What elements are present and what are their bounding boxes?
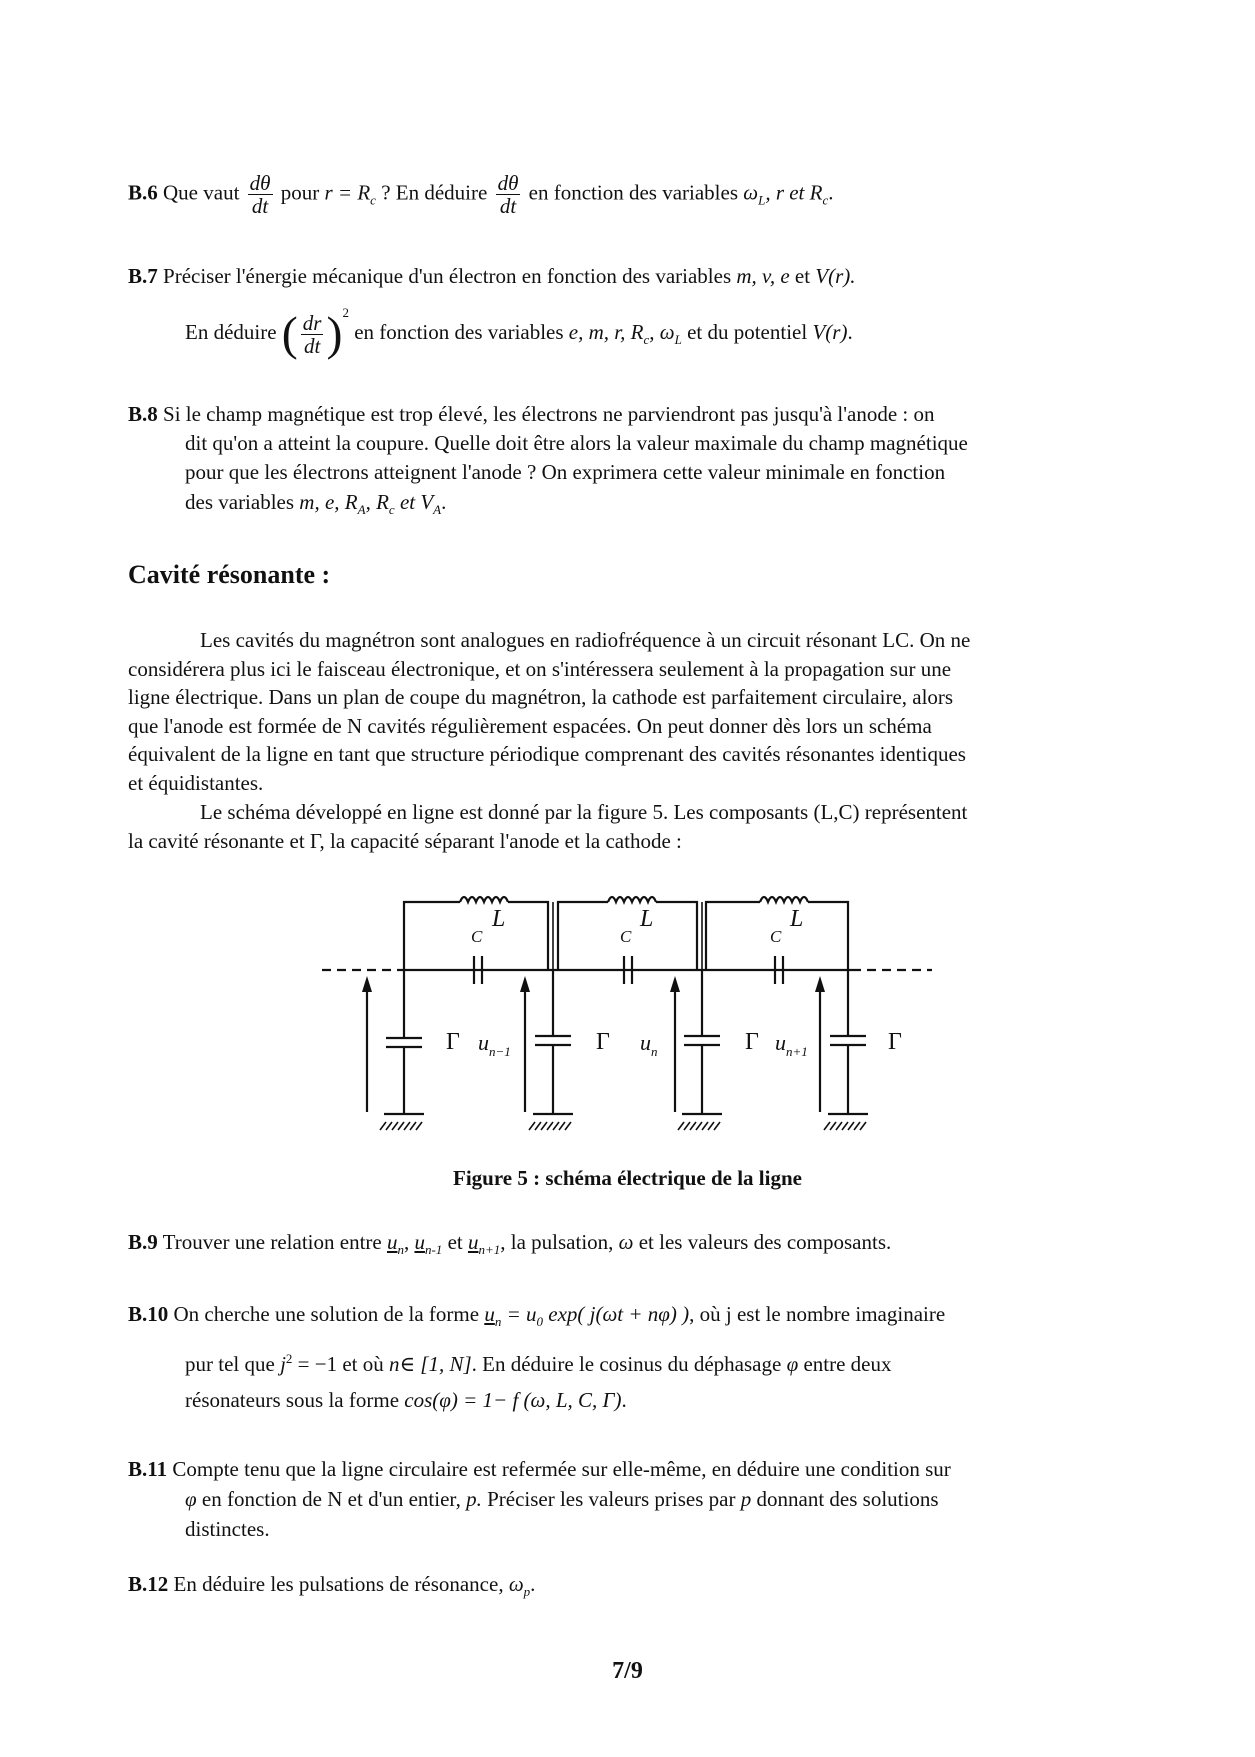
inductor-coil-3 [760, 897, 808, 902]
fraction-dr-dt [301, 312, 324, 357]
text: Compte tenu que la ligne circulaire est refermée sur elle-même, en déduire une condition sur [172, 1457, 951, 1481]
label-gamma-1: Γ [446, 1029, 460, 1055]
phi: φ [185, 1487, 197, 1511]
label-C-3: C [770, 927, 782, 946]
vars: et V [399, 490, 434, 514]
question-number: B.8 [128, 402, 158, 426]
paragraph-line: que l'anode est formée de N cavités régulièrement espacées. On peut donner dès lors un schéma [128, 713, 932, 738]
label-gamma-2: Γ [596, 1029, 610, 1055]
vars: , R [365, 490, 389, 514]
text: et les valeurs des composants. [638, 1230, 892, 1254]
inductor-coil-1 [460, 897, 508, 902]
text: résonateurs sous la forme [185, 1388, 400, 1412]
paragraph-line: équivalent de la ligne en tant que structure périodique comprenant des cavités résonantes identiques [128, 742, 966, 766]
text: en fonction de N et d'un entier, [201, 1487, 461, 1511]
subscript: n [397, 1242, 404, 1258]
question-number: B.9 [128, 1230, 158, 1254]
question-b8-line2: dit qu'on a atteint la coupure. Quelle doit être alors la valeur maximale du champ magnétique [185, 431, 968, 455]
subscript: n+1 [478, 1242, 501, 1258]
question-b7-line2 [185, 298, 1133, 361]
text: . [828, 180, 834, 205]
text: . [441, 490, 447, 514]
formula: = −1 [297, 1352, 338, 1376]
question-b10-line3 [185, 1386, 1133, 1415]
question-b11-line3: distinctes. [185, 1517, 270, 1541]
paragraph-schema [128, 798, 1133, 855]
text: en fonction des variables [354, 320, 564, 344]
p: p [740, 1487, 752, 1511]
label-u-next: $u_{n+1}$ [775, 1030, 808, 1059]
text: Préciser l'énergie mécanique d'un électron en fonction des variables [163, 264, 732, 288]
question-b9: B.9 Trouver une relation entre $u_n$, $u_{n-1}$ et $u_{n+1}$, la pulsation, ω et les valeurs des composants. [128, 1230, 892, 1258]
gamma-cap-3 [682, 970, 722, 1114]
paren-left: ( [281, 307, 298, 361]
numerator: dr [302, 310, 322, 335]
fraction-dtheta-dt [248, 172, 273, 217]
subscript: n [494, 1314, 502, 1330]
subscript: L [758, 192, 766, 208]
subscript: 0 [536, 1314, 543, 1330]
label-L-3: L [790, 906, 804, 932]
question-b8 [128, 400, 1133, 429]
numerator: dθ [497, 171, 519, 195]
subscript: A [357, 502, 366, 518]
inductor-coil-2 [608, 897, 656, 902]
text: et du potentiel [687, 320, 808, 344]
vars: V(r). [815, 264, 856, 288]
question-b8-line4 [185, 488, 1133, 524]
subscript: c [822, 192, 829, 208]
paren-right: ) [326, 307, 343, 361]
gamma-cap-2 [533, 970, 573, 1114]
text: En déduire les pulsations de résonance, [173, 1572, 504, 1596]
question-number: B.11 [128, 1457, 168, 1481]
question-b8-line3: pour que les électrons atteignent l'anode ? On exprimera cette valeur minimale en fonction [185, 460, 946, 484]
formula: n∈ [1, N] [389, 1352, 472, 1376]
subscript: L [674, 332, 682, 348]
question-b7 [128, 262, 1133, 291]
inductor-branch-3 [706, 902, 760, 970]
section-title: Cavité résonante : [128, 560, 331, 589]
exponent: 2 [342, 305, 349, 320]
paragraph-line: Le schéma développé en ligne est donné par la figure 5. Les composants (L,C) représentent [200, 800, 968, 824]
denominator: dt [499, 194, 517, 218]
vars: e, m, r, R [568, 320, 644, 344]
text: On cherche une solution de la forme [173, 1302, 480, 1326]
paragraph-cavities [128, 626, 1133, 797]
question-b11-line2 [185, 1485, 1133, 1514]
text: donnant des solutions [756, 1487, 939, 1511]
formula: j [280, 1352, 286, 1376]
paragraph-line: considérera plus ici le faisceau électronique, et on s'intéressera seulement à la propagation sur une [128, 656, 952, 681]
text: des variables [185, 490, 295, 514]
inductor-branch-2 [558, 902, 608, 970]
u-n-minus-1: u [414, 1230, 425, 1254]
text: . [621, 1388, 627, 1412]
circuit-diagram [0, 870, 1255, 1170]
label-L-2: L [640, 906, 654, 932]
inductor-branch-1b [508, 902, 548, 970]
formula: cos(φ) = 1− f (ω, L, C, Γ) [404, 1388, 622, 1412]
question-b10-line2 [185, 1344, 1133, 1379]
label-C-1: C [471, 927, 483, 946]
formula: = u [506, 1302, 537, 1326]
text: , la pulsation, [500, 1230, 614, 1254]
label-gamma-4: Γ [888, 1029, 902, 1055]
gamma-cap-4 [828, 970, 868, 1114]
question-b6 [128, 172, 1133, 217]
vars: m, v, e [736, 264, 790, 288]
fraction-dtheta-dt-2 [496, 172, 521, 217]
text: Trouver une relation entre [162, 1230, 382, 1254]
text: . [530, 1572, 536, 1596]
p: p. [466, 1487, 482, 1511]
ground-hatches [380, 1122, 866, 1130]
formula: r = R [324, 180, 371, 205]
figure-caption: Figure 5 : schéma électrique de la ligne [453, 1166, 802, 1190]
numerator: dθ [249, 171, 271, 195]
inductor-branch-1 [404, 902, 460, 970]
subscript: c [388, 502, 395, 518]
text: et [794, 264, 811, 288]
paragraph-line: ligne électrique. Dans un plan de coupe du magnétron, la cathode est parfaitement circulaire, alors [128, 685, 954, 709]
u-n: u [386, 1230, 398, 1254]
text: en fonction des variables [528, 180, 738, 205]
text: , où j est le nombre imaginaire [689, 1302, 946, 1326]
text: pour [280, 180, 320, 205]
subscript: p [523, 1584, 531, 1600]
denominator: dt [303, 333, 321, 358]
label-u-curr: $u_n$ [640, 1030, 658, 1059]
text: ? En déduire [381, 180, 488, 205]
text: et [447, 1230, 463, 1254]
text: entre deux [803, 1352, 892, 1376]
formula: exp( j(ωt + nφ) ) [548, 1302, 690, 1326]
text: et où [342, 1352, 384, 1376]
inductor-branch-3b [808, 902, 848, 970]
subscript: A [433, 502, 442, 518]
omega: ω [743, 180, 759, 205]
exponent: 2 [285, 1351, 293, 1366]
vars: , ω [649, 320, 675, 344]
vars: m, e, R [299, 490, 358, 514]
formula: u [484, 1302, 495, 1326]
text: pur tel que [185, 1352, 275, 1376]
question-b12 [128, 1570, 1133, 1606]
page-number: 7/9 [612, 1658, 643, 1684]
denominator: dt [251, 194, 269, 218]
u-n-plus-1: u [467, 1230, 479, 1254]
text: Que vaut [163, 180, 240, 205]
label-L-1: L [492, 906, 506, 932]
inductor-branch-2b [656, 902, 697, 970]
paragraph-line: et équidistantes. [128, 770, 264, 795]
subscript: n-1 [424, 1242, 443, 1258]
text: Si le champ magnétique est trop élevé, les électrons ne parviendront pas jusqu'à l'anode : on [163, 402, 935, 426]
question-b11 [128, 1455, 1133, 1484]
question-b10 [128, 1300, 1133, 1336]
omega: ω [508, 1572, 524, 1596]
question-number: B.12 [128, 1572, 169, 1596]
gamma-cap-1 [384, 970, 424, 1114]
label-gamma-3: Γ [745, 1029, 759, 1055]
label-u-prev: $u_{n-1}$ [478, 1030, 511, 1059]
text: En déduire [185, 320, 277, 344]
paragraph-line: Les cavités du magnétron sont analogues en radiofréquence à un circuit résonant LC. On ne [200, 628, 971, 652]
subscript: c [643, 332, 650, 348]
paragraph-line: la cavité résonante et Γ, la capacité séparant l'anode et la cathode : [128, 828, 682, 853]
subscript: c [370, 192, 376, 208]
text: , r et R [765, 180, 823, 205]
vars: V(r) [812, 320, 848, 344]
text: . [847, 320, 853, 344]
text: . En déduire le cosinus du déphasage [471, 1352, 782, 1376]
omega: ω [618, 1230, 634, 1254]
question-number: B.10 [128, 1302, 169, 1326]
text: Préciser les valeurs prises par [487, 1487, 736, 1511]
phi: φ [786, 1352, 799, 1376]
question-number: B.6 [128, 180, 158, 205]
label-C-2: C [620, 927, 632, 946]
question-number: B.7 [128, 264, 158, 288]
